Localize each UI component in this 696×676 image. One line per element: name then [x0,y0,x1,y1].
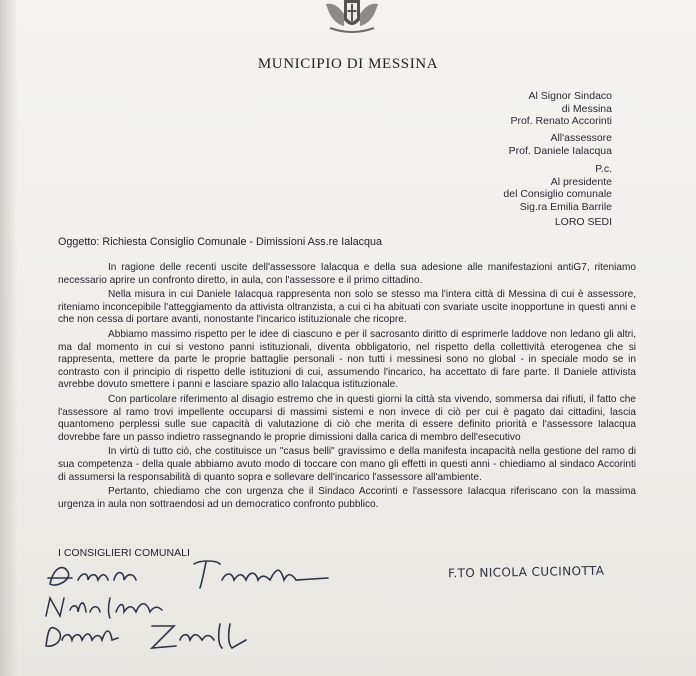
recipient-mayor [510,90,612,128]
recipient-line: del Consiglio comunale [503,188,612,200]
recipient-line: di Messina [561,102,612,115]
body-paragraph: In virtù di tutto ciò, che costituisce un "casus belli" gravissimo e della manifesta incapacità nella gestione del ramo di sua competenza - della quale abbiamo avuto modo di toccare con mano gli effetti in questi anni - chiediamo al sindaco Accorinti di assumersi la responsabilità di quanto sopra e sollevare dell'incarico l'assessore all'ambiente. [58,446,636,483]
body-paragraph: Con particolare riferimento al disagio estremo che in questi giorni la città sta vivendo, sommersa dai rifiuti, il fatto che l'assessore al ramo trovi impellente occuparsi di massimi sistemi e non invece di ciò per cui è pagato dai cittadini, lascia quantomeno perplessi sulle sue capacità di valutazione di ciò che merita di essere definito priorità e l'assessore Ialacqua dovrebbe fare un passo indietro rassegnando le proprie dimissioni dalla carica di membro dell'esecutivo [58,393,636,443]
subject-line: Oggetto: Richiesta Consiglio Comunale - Dimissioni Ass.re Ialacqua [58,236,383,248]
recipient-line: Al presidente [550,175,612,188]
recipient-line: Prof. Daniele Ialacqua [508,144,612,157]
city-crest-icon [320,0,384,34]
recipient-line: Prof. Renato Accorinti [510,115,612,127]
body-paragraph: Abbiamo massimo rispetto per le idee di ciascuno e per il sacrosanto diritto di esprimerle laddove non ledano gli altri, ma dal momento in cui si vestono panni istituzionali, diventa obbligatorio, nel rispetto della collettività eterogenea che si rappresenta, mettere da parte le proprie battaglie personali - non tutti i messinesi sono no global - in speciale modo se in contrasto con il principio di rispetto delle istituzioni di cui, assumendo l'incarico, ha accettato di fare parte. Il Daniele attivista avrebbe dovuto smettere i panni e lasciare spazio allo Ialacqua istituzionale. [58,328,636,391]
body-paragraph: Pertanto, chiediamo che con urgenza che il Sindaco Accorinti e l'assessore Ialacqua riferiscano con la massima urgenza in aula non sottraendosi ad un democratico confronto pubblico. [58,486,636,510]
recipient-line: Al Signor Sindaco [528,90,612,102]
body-paragraph: In ragione delle recenti uscite dell'assessore Ialacqua e della sua adesione alle manifestazioni antiG7, riteniamo necessario aprire un confronto diretto, in aula, con l'assessore e il primo cittadino. [58,262,636,286]
letterhead-title: MUNICIPIO DI MESSINA [257,56,439,72]
loro-sedi [555,216,612,229]
recipient-line: P.c. [595,163,612,175]
letter-body [58,262,636,513]
fto-signature-note: F.TO NICOLA CUCINOTTA [447,563,605,581]
signature-zuccarello [40,618,270,652]
closing-line: LORO SEDI [554,216,612,228]
signature-faranda [44,558,334,594]
signers-label: I CONSIGLIERI COMUNALI [58,547,190,559]
recipient-assessore [509,132,612,157]
recipient-line: All'assessore [550,132,612,144]
body-paragraph: Nella misura in cui Daniele Ialacqua rappresenta non solo se stesso ma l'intera città di Messina di cui è assessore, riteniamo inconcepibile l'atteggiamento da attivista oltranzista, a cui ci ha abituati con svariate uscite inopportune in questi anni e che non cessa di portare avanti, nonostante l'incarico istituzionale che ricopre. [58,289,636,326]
recipient-line: Sig.ra Emilia Barrile [519,200,612,213]
recipient-council-president [503,163,612,213]
page-shadow [0,0,18,676]
